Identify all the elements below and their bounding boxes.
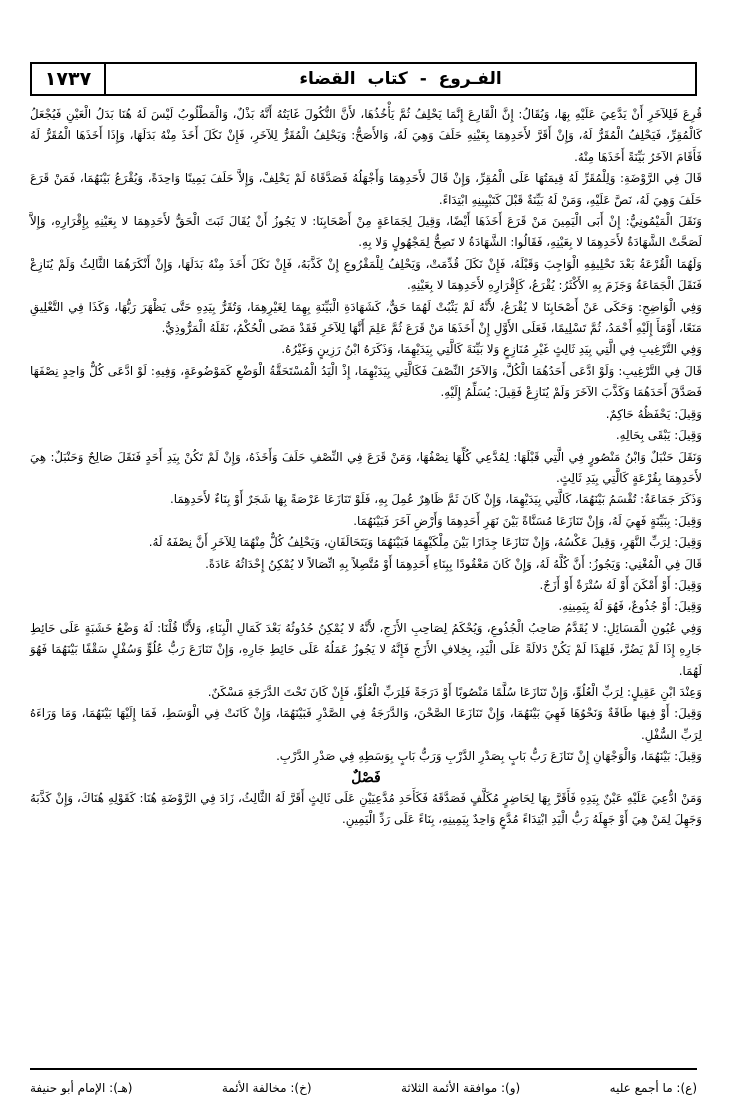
page-number: ١٧٣٧ — [44, 68, 92, 90]
abbreviation-abu-hanifa: (هـ): الإمام أبو حنيفة — [30, 1081, 133, 1095]
paragraph: وَذَكَرَ جَمَاعَةٌ: تُقْسَمُ بَيْنَهُمَا، كَالَّتِي بِيَدَيْهِمَا، وَإِنْ كَانَ ثَمَّ ظَاهِرٌ عُمِلَ بِهِ، فَلَوْ تَنَازَعَا عَرْصَةً بِهَا شَجَرٌ أَوْ بِنَاءٌ لأَحَدِهِمَا. — [170, 492, 702, 507]
paragraph: وَفِي الْوَاضِحِ: وَحَكَى عَنْ أَصْحَابِنَا لا يُقْرَعُ، لأَنَّهُ لَمْ يَثْبُتْ لَهُمَا حَقٌّ، كَشَهَادَةِ الْبَيِّنَةِ بِهِمَا لِغَيْرِهِمَا، وَتُقَرُّ بِيَدِهِ حَتَّى يَظْهَرَ رَبُّهَا، وَكَذَا فِي التَّعْلِيقِ مَنَعًا، أَوْمَأَ إِلَيْهِ أَحْمَدُ، ثُمَّ تَسْلِيمًا، فَعَلَى الأَوَّلِ إِنْ أَخَذَهَا مَنْ قَرَعَ ثُمَّ عَلِمَ أَنَّهَا لِلآخَرِ فَقَدْ مَضَى الْحُكْمُ، نَقَلَهُ الْمَرُّوذِيُّ. — [30, 299, 702, 336]
paragraph: وَمَنْ ادُّعِيَ عَلَيْهِ عَيْنٌ بِيَدِهِ فَأَقَرَّ بِهَا لِحَاضِرٍ مُكَلَّفٍ فَصَدَّقَهُ فَكَأَحَدِ مُدَّعِيَيْنِ عَلَى ثَالِثٍ أَقَرَّ لَهُ الثَّالِثُ، زَادَ فِي الرَّوْضَةِ هُنَا: كَقَوْلِهِ هُنَاكَ، وَإِنْ كَذَّبَهُ وَجَهِلَ لِمَنْ هِيَ أَوْ جَهِلَهُ رَبُّ الْيَدِ ابْتِدَاءً مُدَّعٍ وَاحِدٌ بِيَمِينِهِ، بِنَاءً عَلَى رَدِّ الْيَمِينِ. — [30, 790, 702, 826]
paragraph: وَقِيلَ: لِرَبِّ النَّهَرِ، وَقِيلَ عَكْسُهُ، وَإِنْ تَنَازَعَا جِدَارًا بَيْنَ مِلْكَيْهِمَا فَبَيْنَهُمَا وَيَتَحَالَفَانِ، وَيَحْلِفُ كُلٌّ مِنْهُمَا لِلآخَرِ أَنَّ نِصْفَهُ لَهُ. — [148, 535, 702, 550]
abbreviation-ijma: (ع): ما أجمع عليه — [609, 1081, 697, 1095]
paragraph: وَقِيلَ: يَبْقَى بِحَالِهِ. — [615, 428, 702, 443]
paragraph: وَعِنْدَ ابْنِ عَقِيلٍ: لِرَبِّ الْعُلُوِّ، وَإِنْ تَنَازَعَا سُلَّمًا مَنْصُوبًا أَوْ دَرَجَةً فَلِرَبِّ الْعُلُوِّ، فَإِنْ كَانَ تَحْتَ الدَّرَجَةِ مَسْكَنٌ. — [207, 684, 702, 699]
body-text — [30, 104, 702, 830]
running-title: الفـروع - كتاب القضاء — [299, 69, 502, 89]
footer-rule — [30, 1068, 697, 1070]
paragraph: وَقِيلَ: يَحْفَظُهُ حَاكِمٌ. — [605, 406, 702, 421]
paragraph: وَقِيلَ: أَوْ جُذُوعٌ، فَهُوَ لَهُ بِيَمِينِهِ. — [558, 599, 702, 614]
paragraph: وَفِي عُيُونِ الْمَسَائِلِ: لا يُقَدَّمُ صَاحِبُ الْجُذُوعِ، وَيُحْكَمُ لِصَاحِبِ الأَزَجِ، لأَنَّهُ لا يُمْكِنُ حُدُوثُهُ بَعْدَ كَمَالِ الْبِنَاءِ، وَلأَنَّا قُلْنَا: لَهُ وَضْعُ خَشَبَةٍ عَلَى حَائِطِ جَارِهِ إِذَا لَمْ يَضُرَّ، فَلِهَذَا لَمْ يَكُنْ دَلالَةً عَلَى الْيَدِ، بِخِلافِ الأَزَجِ فَإِنَّهُ لا يَجُوزُ عَمَلُهُ عَلَى حَائِطِ جَارِهِ، وَإِنْ تَنَازَعَ رَبُّ عُلُوٍّ وَسُفْلٍ سَقْفًا بَيْنَهُمَا فَهُوَ لَهُمَا. — [30, 620, 702, 678]
paragraph: قَالَ فِي الرَّوْضَةِ: وَلِلْمُقَرِّ لَهُ قِيمَتُهَا عَلَى الْمُقِرِّ، وَإِنْ قَالَ لأَحَدِهِمَا وَأَجْهَلُهُ فَصَدَّقَاهُ لَمْ يَحْلِفْ، وَإِلاَّ حَلَفَ يَمِينًا وَاحِدَةً، وَيُقْرَعُ بَيْنَهُمَا، فَمَنْ قَرَعَ حَلَفَ وَهِيَ لَهُ، نَصَّ عَلَيْهِ، وَمَنْ لَهُ بَيِّنَةٌ قَبْلَ كَتَبْيِينِهِ ابْتِدَاءً. — [30, 171, 702, 207]
paragraph: وَنَقَلَ الْمَيْمُونِيُّ: إِنْ أَبَى الْيَمِينَ مَنْ قَرَعَ أَخَذَهَا أَيْضًا، وَقِيلَ لِجَمَاعَةٍ مِنْ أَصْحَابِنَا: لا يَجُوزُ أَنْ يُقَالَ ثَبَتَ الْحَقُّ لأَحَدِهِمَا لا بِعَيْنِهِ بِإِقْرَارِهِ، وَإِلاَّ لَصَحَّتْ الشَّهَادَةُ لأَحَدِهِمَا لا بِعَيْنِهِ، فَقَالُوا: الشَّهَادَةُ لا تَصِحُّ لِمَجْهُولٍ وَلا بِهِ. — [30, 214, 702, 250]
paragraph: وَفِي التَّرْغِيبِ فِي الَّتِي بِيَدِ ثَالِثٍ غَيْرِ مُنَازِعٍ وَلا بَيِّنَةَ كَالَّتِي بِيَدَيْهِمَا، وَذَكَرَهُ ابْنُ رَزِينٍ وَغَيْرُهُ. — [281, 342, 702, 357]
paragraph: وَقِيلَ: بِبَيِّنَةٍ فَهِيَ لَهُ، وَإِنْ تَنَازَعَا مُسَنَّاةً بَيْنَ نَهَرِ أَحَدِهِمَا وَأَرْضِ آخَرَ فَبَيْنَهُمَا. — [353, 513, 702, 528]
paragraph: وَقِيلَ: أَوْ أَمْكَنَ أَوْ لَهُ سُتْرَةٌ أَوْ أَزَجٌ. — [539, 577, 702, 592]
paragraph: وَقِيلَ: أَوْ فِيهَا طَاقَةٌ وَنَحْوُهَا فَهِيَ بَيْنَهُمَا، وَإِنْ تَنَازَعَا الصَّحْنَ، وَالدَّرَجَةُ فِي الصَّدْرِ فَبَيْنَهُمَا، وَإِنْ كَانَتْ فِي الْوَسَطِ، فَمَا إِلَيْهَا بَيْنَهُمَا، وَمَا وَرَاءَهُ لِرَبِّ السُّفْلِ. — [30, 706, 702, 742]
abbreviation-key — [30, 1076, 697, 1100]
paragraph: قُرِعَ فَلِلآخَرِ أَنْ يَدَّعِيَ عَلَيْهِ بِهَا، وَيُقَالُ: إِنَّ الْقَارِعَ إِنَّمَا يَحْلِفُ ثُمَّ يَأْخُذُهَا، لأَنَّ النُّكُولَ غَايَتُهُ أَنَّهُ بَذْلٌ، وَالْمَطْلُوبُ لَيْسَ لَهُ هُنَا بَدَلُ الْعَيْنِ فَيُجْعَلُ كَالْمُقِرِّ، فَيَحْلِفُ الْمُقَرُّ لَهُ، وَإِنْ أَقَرَّ لأَحَدِهِمَا بِعَيْنِهِ حَلَفَ وَهِيَ لَهُ، وَالأَصَحُّ: وَيَحْلِفُ الْمُقَرُّ لِلآخَرِ، فَإِنْ نَكَلَ أَخَذَ مِنْهُ بَدَلَهَا، وَإِذَا أَخَذَهَا الْمُقَرُّ لَهُ فَأَقَامَ الآخَرُ بَيِّنَةً أَخَذَهَا مِنْهُ. — [30, 107, 702, 164]
section-heading: فَصْلٌ — [351, 769, 381, 786]
abbreviation-agreement: (و): موافقة الأئمة الثلاثة — [400, 1081, 521, 1095]
paragraph: وَلَهُمَا الْقُرْعَةُ بَعْدَ تَحْلِيفِهِ الْوَاجِبَ وَقَبْلَهُ، فَإِنْ نَكَلَ قُدِّمَتْ، وَيَحْلِفُ لِلْمَقْرُوعِ إِنْ كَذَّبَهُ، فَإِنْ نَكَلَ أَخَذَ مِنْهُ بَدَلَهَا، وَإِنْ أَنْكَرَهُمَا الثَّالِثُ وَلَمْ يُنَازِعْ فَنَقَلَ الْجَمَاعَةُ وَجَزَمَ بِهِ الأَكْثَرُ: يُقْرَعُ، كَإِقْرَارِهِ لأَحَدِهِمَا لا بِعَيْنِهِ. — [30, 256, 702, 293]
page-header — [30, 62, 697, 96]
abbreviation-disagreement: (خ): مخالفة الأئمة — [221, 1081, 312, 1095]
paragraph: وَنَقَلَ حَنْبَلٌ وَابْنُ مَنْصُورٍ فِي الَّتِي قَبْلَهَا: لِمُدَّعِي كُلِّهَا نِصْفُهَا، وَمَنْ قَرَعَ فِي النِّصْفِ حَلَفَ وَأَخَذَهُ، وَإِنْ لَمْ تَكُنْ بِيَدِ أَحَدٍ فَنَقَلَ صَالِحٌ وَحَنْبَلٌ: هِيَ لأَحَدِهِمَا بِقُرْعَةٍ كَالَّتِي بِيَدِ ثَالِثٍ. — [30, 449, 702, 485]
paragraph: قَالَ فِي الْمُغْنِي: وَيَجُوزُ: أَنَّ كُلَّهُ لَهُ، وَإِنْ كَانَ مَعْقُودًا بِبِنَاءِ أَحَدِهِمَا أَوْ مُتَّصِلاً بِهِ اتِّصَالاً لا يُمْكِنُ إِحْدَاثُهُ عَادَةً. — [205, 556, 702, 571]
paragraph: وَقِيلَ: بَيْنَهُمَا، وَالْوَجْهَانِ إِنْ تَنَازَعَ رَبُّ بَابٍ بِصَدْرِ الدَّرْبِ وَرَبُّ بَابٍ بِوَسَطِهِ فِي صَدْرِ الدَّرْبِ. — [276, 749, 702, 764]
paragraph: قَالَ فِي التَّرْغِيبِ: وَلَوْ ادَّعَى أَحَدُهُمَا الْكُلَّ، وَالآخَرُ النِّصْفَ فَكَالَّتِي بِيَدَيْهِمَا، إِذْ الْيَدُ الْمُسْتَحَقَّةُ الْوَضْعِ كَمَوْضُوعَةٍ، وَفِيهِ: لَوْ ادَّعَى كُلٌّ وَاحِدٍ نِصْفَهَا فَصَدَّقَ أَحَدَهُمَا وَكَذَّبَ الآخَرَ وَلَمْ يُنَازِعْ فَقِيلَ: يُسَلِّمُ إِلَيْهِ. — [30, 363, 702, 400]
